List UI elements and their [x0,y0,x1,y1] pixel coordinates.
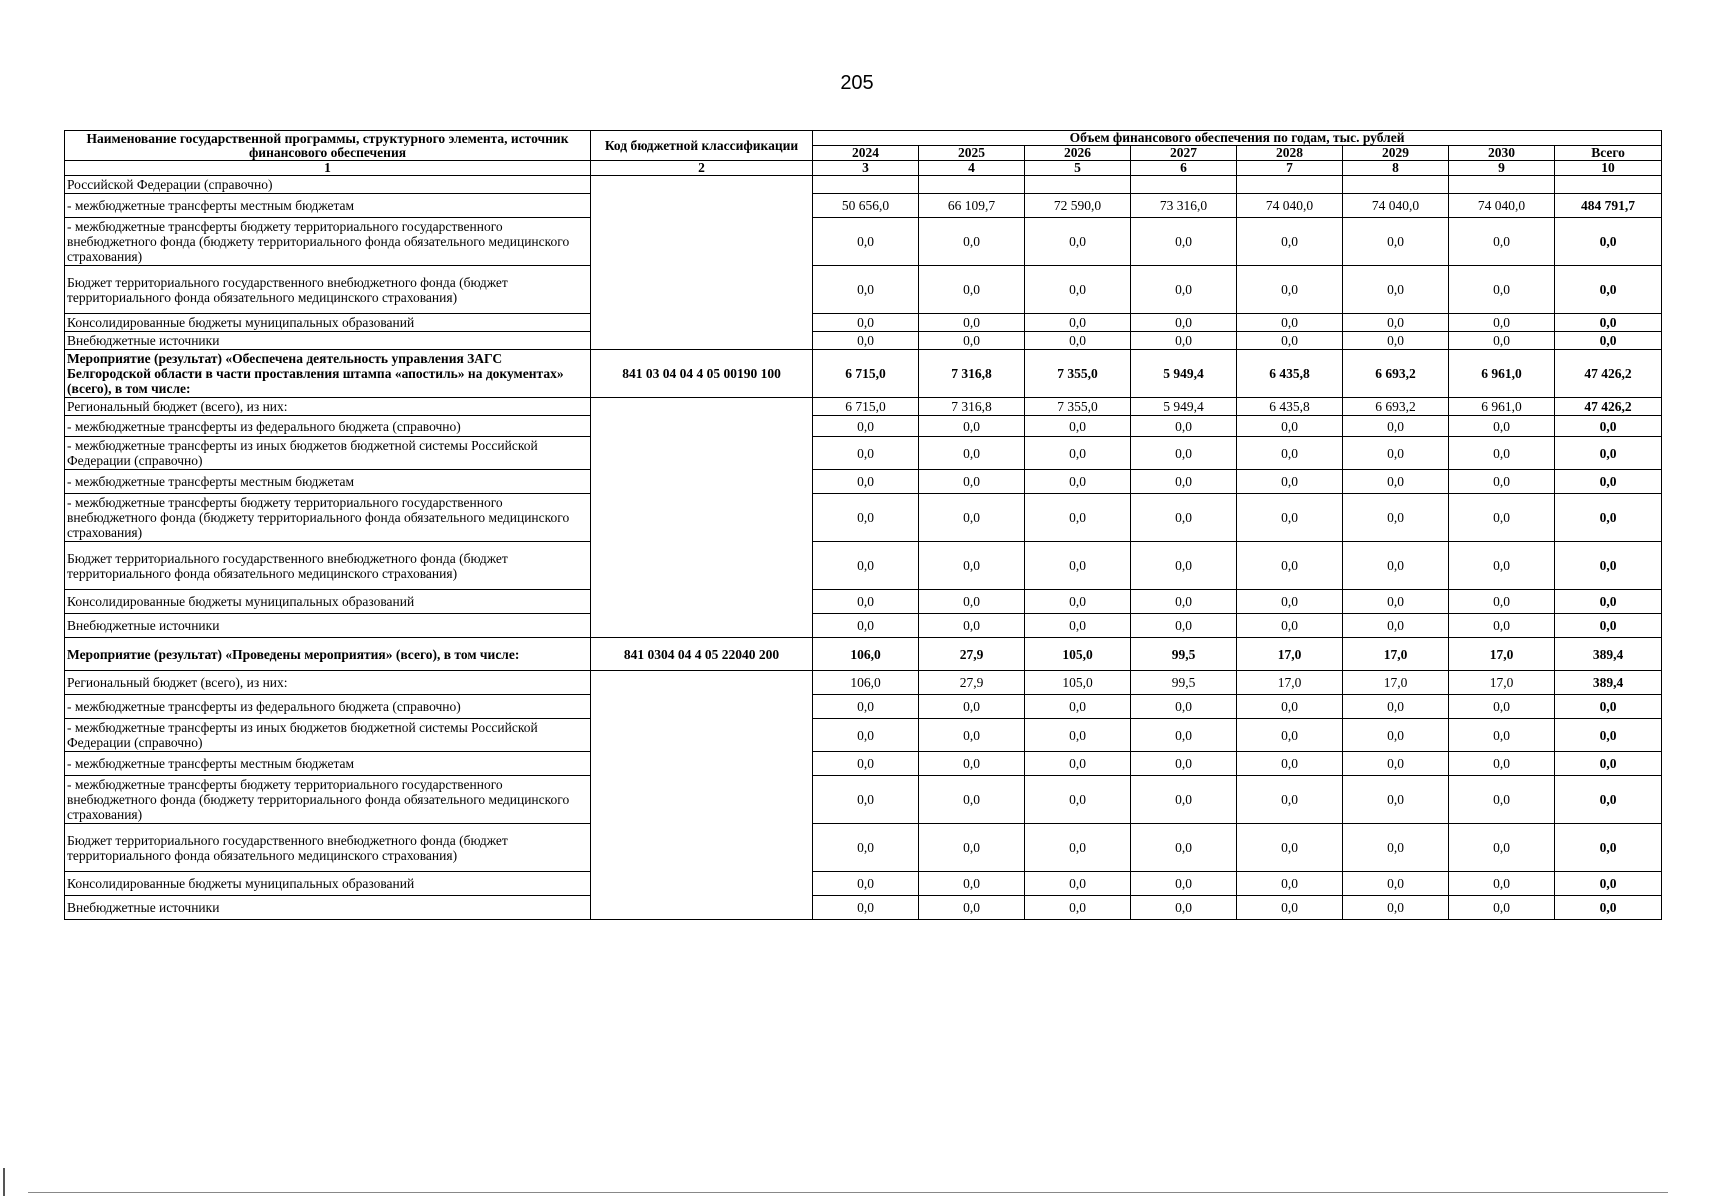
year-value: 0,0 [919,542,1025,590]
year-value: 0,0 [1237,824,1343,872]
row-name: Консолидированные бюджеты муниципальных образований [65,314,591,332]
header-total: Всего [1555,146,1662,161]
year-value: 0,0 [1131,266,1237,314]
table-row [65,350,1662,398]
table-row [65,470,1662,494]
year-value: 0,0 [1449,332,1555,350]
year-value: 17,0 [1449,638,1555,671]
row-name: - межбюджетные трансферты бюджету территориального государственного внебюджетного фонда (бюджету территориального фонда обязательного медицинского страхования) [65,494,591,542]
year-value: 0,0 [1025,266,1131,314]
year-value: 5 949,4 [1131,398,1237,416]
row-total: 0,0 [1555,872,1662,896]
year-value: 106,0 [813,671,919,695]
year-value: 0,0 [813,872,919,896]
year-value: 0,0 [919,314,1025,332]
year-value: 0,0 [1131,494,1237,542]
year-value: 0,0 [813,614,919,638]
col-number: 9 [1449,161,1555,176]
row-total: 0,0 [1555,590,1662,614]
year-value: 6 693,2 [1343,350,1449,398]
year-value: 0,0 [919,590,1025,614]
year-value: 0,0 [813,332,919,350]
year-value: 0,0 [1343,824,1449,872]
year-value: 0,0 [1237,218,1343,266]
year-value: 0,0 [1449,719,1555,752]
header-year: 2030 [1449,146,1555,161]
year-value: 0,0 [919,614,1025,638]
year-value: 0,0 [1449,896,1555,920]
row-total: 0,0 [1555,218,1662,266]
year-value: 0,0 [1131,470,1237,494]
year-value: 17,0 [1237,638,1343,671]
year-value: 0,0 [1343,719,1449,752]
year-value: 105,0 [1025,638,1131,671]
col-number: 8 [1343,161,1449,176]
row-total: 47 426,2 [1555,398,1662,416]
year-value: 73 316,0 [1131,194,1237,218]
row-total: 0,0 [1555,824,1662,872]
row-name: Внебюджетные источники [65,614,591,638]
row-name: Внебюджетные источники [65,332,591,350]
year-value: 74 040,0 [1237,194,1343,218]
header-code: Код бюджетной классификации [591,131,813,161]
year-value: 0,0 [1343,314,1449,332]
year-value: 0,0 [919,437,1025,470]
year-value: 17,0 [1343,638,1449,671]
year-value: 0,0 [1343,494,1449,542]
row-total: 0,0 [1555,542,1662,590]
year-value: 0,0 [1343,416,1449,437]
col-number: 10 [1555,161,1662,176]
row-name: Бюджет территориального государственного внебюджетного фонда (бюджет территориального фонда обязательного медицинского страхования) [65,824,591,872]
budget-code [591,176,813,350]
table-row [65,695,1662,719]
year-value: 0,0 [1237,590,1343,614]
year-value: 0,0 [919,470,1025,494]
year-value: 6 715,0 [813,398,919,416]
year-value: 6 693,2 [1343,398,1449,416]
table-row [65,671,1662,695]
year-value: 106,0 [813,638,919,671]
year-value: 17,0 [1449,671,1555,695]
year-value: 0,0 [1343,218,1449,266]
table-row [65,176,1662,194]
year-value [1449,176,1555,194]
table-row [65,896,1662,920]
year-value: 0,0 [813,314,919,332]
col-number: 4 [919,161,1025,176]
year-value: 6 435,8 [1237,398,1343,416]
header-year: 2028 [1237,146,1343,161]
scan-edge-mark [3,1168,5,1196]
row-total: 47 426,2 [1555,350,1662,398]
year-value: 0,0 [1237,416,1343,437]
row-name: - межбюджетные трансферты из иных бюджетов бюджетной системы Российской Федерации (справочно) [65,437,591,470]
row-name: - межбюджетные трансферты местным бюджетам [65,470,591,494]
year-value: 0,0 [1131,590,1237,614]
year-value: 0,0 [1131,218,1237,266]
year-value: 17,0 [1343,671,1449,695]
year-value: 0,0 [1025,416,1131,437]
year-value: 0,0 [1131,824,1237,872]
year-value: 0,0 [1025,872,1131,896]
year-value: 0,0 [813,266,919,314]
year-value: 0,0 [1237,872,1343,896]
year-value: 0,0 [1131,872,1237,896]
year-value: 0,0 [1131,416,1237,437]
year-value: 0,0 [1025,719,1131,752]
row-total: 484 791,7 [1555,194,1662,218]
year-value: 0,0 [1025,314,1131,332]
year-value: 0,0 [1343,332,1449,350]
year-value: 0,0 [1449,416,1555,437]
header-year: 2026 [1025,146,1131,161]
year-value: 74 040,0 [1343,194,1449,218]
year-value: 0,0 [1131,614,1237,638]
year-value: 0,0 [1449,218,1555,266]
year-value: 0,0 [919,416,1025,437]
year-value: 0,0 [813,695,919,719]
year-value: 0,0 [919,266,1025,314]
year-value: 66 109,7 [919,194,1025,218]
year-value: 0,0 [1449,752,1555,776]
year-value: 7 316,8 [919,398,1025,416]
year-value: 0,0 [1131,437,1237,470]
year-value: 99,5 [1131,671,1237,695]
year-value: 6 435,8 [1237,350,1343,398]
year-value: 0,0 [1025,470,1131,494]
year-value: 0,0 [919,332,1025,350]
budget-code: 841 0304 04 4 05 22040 200 [591,638,813,671]
year-value: 0,0 [1025,437,1131,470]
header-year: 2025 [919,146,1025,161]
header-name: Наименование государственной программы, структурного элемента, источник финансового обеспечения [65,131,591,161]
row-name: - межбюджетные трансферты местным бюджетам [65,752,591,776]
year-value: 0,0 [1131,896,1237,920]
year-value: 27,9 [919,638,1025,671]
row-name: Консолидированные бюджеты муниципальных образований [65,872,591,896]
year-value: 0,0 [1343,695,1449,719]
year-value: 17,0 [1237,671,1343,695]
header-year: 2024 [813,146,919,161]
year-value: 0,0 [1449,542,1555,590]
row-name: Российской Федерации (справочно) [65,176,591,194]
table-row [65,872,1662,896]
year-value: 0,0 [1025,695,1131,719]
row-name: Региональный бюджет (всего), из них: [65,398,591,416]
row-total: 0,0 [1555,695,1662,719]
year-value [1343,176,1449,194]
row-name: - межбюджетные трансферты из федерального бюджета (справочно) [65,416,591,437]
row-total: 0,0 [1555,776,1662,824]
year-value: 7 355,0 [1025,350,1131,398]
table-row [65,776,1662,824]
year-value: 6 961,0 [1449,398,1555,416]
year-value: 74 040,0 [1449,194,1555,218]
year-value: 0,0 [1237,332,1343,350]
table-row [65,194,1662,218]
table-row [65,494,1662,542]
header-volume: Объем финансового обеспечения по годам, тыс. рублей [813,131,1662,146]
row-total: 0,0 [1555,896,1662,920]
year-value: 0,0 [813,752,919,776]
budget-code [591,398,813,638]
year-value: 0,0 [1343,470,1449,494]
year-value: 0,0 [1025,752,1131,776]
year-value: 0,0 [1343,872,1449,896]
year-value: 0,0 [919,494,1025,542]
year-value: 0,0 [919,695,1025,719]
year-value: 6 715,0 [813,350,919,398]
budget-code [591,671,813,920]
row-total: 389,4 [1555,671,1662,695]
year-value: 0,0 [813,494,919,542]
row-total: 0,0 [1555,416,1662,437]
table-row [65,752,1662,776]
year-value: 0,0 [813,542,919,590]
year-value: 6 961,0 [1449,350,1555,398]
year-value: 0,0 [1131,542,1237,590]
year-value: 0,0 [1131,332,1237,350]
row-total: 0,0 [1555,266,1662,314]
row-name: Бюджет территориального государственного внебюджетного фонда (бюджет территориального фонда обязательного медицинского страхования) [65,266,591,314]
year-value: 27,9 [919,671,1025,695]
year-value [1131,176,1237,194]
year-value: 0,0 [919,896,1025,920]
year-value: 0,0 [1343,614,1449,638]
year-value: 7 355,0 [1025,398,1131,416]
row-name: Мероприятие (результат) «Проведены мероприятия» (всего), в том числе: [65,638,591,671]
row-total: 0,0 [1555,470,1662,494]
year-value: 99,5 [1131,638,1237,671]
year-value: 0,0 [1237,896,1343,920]
year-value: 0,0 [1131,776,1237,824]
year-value: 0,0 [1025,332,1131,350]
year-value: 0,0 [919,872,1025,896]
table-row [65,218,1662,266]
year-value: 0,0 [919,776,1025,824]
year-value: 0,0 [1237,470,1343,494]
header-year: 2029 [1343,146,1449,161]
budget-table [64,130,1662,920]
year-value: 0,0 [1237,437,1343,470]
year-value: 0,0 [1343,266,1449,314]
year-value: 0,0 [1237,776,1343,824]
year-value: 0,0 [813,719,919,752]
year-value: 0,0 [1131,695,1237,719]
row-total: 389,4 [1555,638,1662,671]
table-row [65,542,1662,590]
year-value: 5 949,4 [1131,350,1237,398]
year-value: 0,0 [1131,314,1237,332]
year-value: 0,0 [1237,494,1343,542]
year-value: 0,0 [1449,824,1555,872]
header-year: 2027 [1131,146,1237,161]
year-value: 0,0 [1449,266,1555,314]
year-value: 0,0 [1449,470,1555,494]
year-value: 0,0 [1343,590,1449,614]
year-value: 0,0 [1025,614,1131,638]
table-row [65,824,1662,872]
year-value: 0,0 [919,752,1025,776]
year-value: 0,0 [1449,437,1555,470]
row-name: Мероприятие (результат) «Обеспечена деятельность управления ЗАГС Белгородской области в части проставления штампа «апостиль» на документах» (всего), в том числе: [65,350,591,398]
year-value: 0,0 [1237,266,1343,314]
table-row [65,332,1662,350]
row-total: 0,0 [1555,314,1662,332]
year-value: 72 590,0 [1025,194,1131,218]
table-row [65,416,1662,437]
year-value: 0,0 [1237,542,1343,590]
year-value [1025,176,1131,194]
page-bottom-rule [28,1192,1668,1193]
year-value: 0,0 [813,824,919,872]
year-value: 0,0 [919,824,1025,872]
year-value [813,176,919,194]
year-value: 0,0 [1343,437,1449,470]
year-value: 0,0 [813,437,919,470]
year-value: 0,0 [1025,590,1131,614]
year-value: 0,0 [1025,776,1131,824]
year-value: 7 316,8 [919,350,1025,398]
row-total: 0,0 [1555,437,1662,470]
table-row [65,314,1662,332]
col-number: 6 [1131,161,1237,176]
year-value: 0,0 [1343,896,1449,920]
year-value: 0,0 [1449,314,1555,332]
table-row [65,590,1662,614]
year-value: 0,0 [1131,719,1237,752]
col-number: 7 [1237,161,1343,176]
row-name: Внебюджетные источники [65,896,591,920]
row-total [1555,176,1662,194]
table-row [65,437,1662,470]
row-name: - межбюджетные трансферты из иных бюджетов бюджетной системы Российской Федерации (справочно) [65,719,591,752]
year-value: 0,0 [1237,719,1343,752]
year-value: 0,0 [1237,314,1343,332]
year-value: 0,0 [1449,590,1555,614]
col-number: 1 [65,161,591,176]
year-value: 0,0 [1025,494,1131,542]
table-row [65,614,1662,638]
table-row [65,638,1662,671]
year-value: 0,0 [1343,752,1449,776]
row-name: - межбюджетные трансферты бюджету территориального государственного внебюджетного фонда (бюджету территориального фонда обязательного медицинского страхования) [65,776,591,824]
year-value: 0,0 [813,776,919,824]
table-row [65,266,1662,314]
row-total: 0,0 [1555,494,1662,542]
row-total: 0,0 [1555,719,1662,752]
year-value: 105,0 [1025,671,1131,695]
year-value: 0,0 [813,590,919,614]
row-name: Консолидированные бюджеты муниципальных образований [65,590,591,614]
year-value: 0,0 [1237,695,1343,719]
col-number: 3 [813,161,919,176]
page-number: 205 [840,72,874,94]
row-total: 0,0 [1555,614,1662,638]
year-value: 0,0 [813,416,919,437]
row-name: - межбюджетные трансферты местным бюджетам [65,194,591,218]
budget-code: 841 03 04 04 4 05 00190 100 [591,350,813,398]
col-number: 5 [1025,161,1131,176]
year-value: 0,0 [1237,614,1343,638]
year-value: 0,0 [1449,614,1555,638]
year-value: 0,0 [1343,542,1449,590]
table-row [65,398,1662,416]
year-value: 0,0 [1025,896,1131,920]
table-row [65,719,1662,752]
row-total: 0,0 [1555,752,1662,776]
year-value: 0,0 [1449,776,1555,824]
year-value: 0,0 [1449,494,1555,542]
year-value: 0,0 [813,896,919,920]
row-name: - межбюджетные трансферты из федерального бюджета (справочно) [65,695,591,719]
row-name: Региональный бюджет (всего), из них: [65,671,591,695]
row-name: Бюджет территориального государственного внебюджетного фонда (бюджет территориального фонда обязательного медицинского страхования) [65,542,591,590]
year-value: 50 656,0 [813,194,919,218]
year-value: 0,0 [1237,752,1343,776]
year-value: 0,0 [1449,872,1555,896]
year-value: 0,0 [813,218,919,266]
year-value [919,176,1025,194]
year-value: 0,0 [1449,695,1555,719]
year-value: 0,0 [1131,752,1237,776]
year-value: 0,0 [1343,776,1449,824]
year-value: 0,0 [813,470,919,494]
year-value: 0,0 [919,719,1025,752]
row-total: 0,0 [1555,332,1662,350]
year-value [1237,176,1343,194]
year-value: 0,0 [919,218,1025,266]
row-name: - межбюджетные трансферты бюджету территориального государственного внебюджетного фонда (бюджету территориального фонда обязательного медицинского страхования) [65,218,591,266]
year-value: 0,0 [1025,542,1131,590]
year-value: 0,0 [1025,218,1131,266]
year-value: 0,0 [1025,824,1131,872]
col-number: 2 [591,161,813,176]
